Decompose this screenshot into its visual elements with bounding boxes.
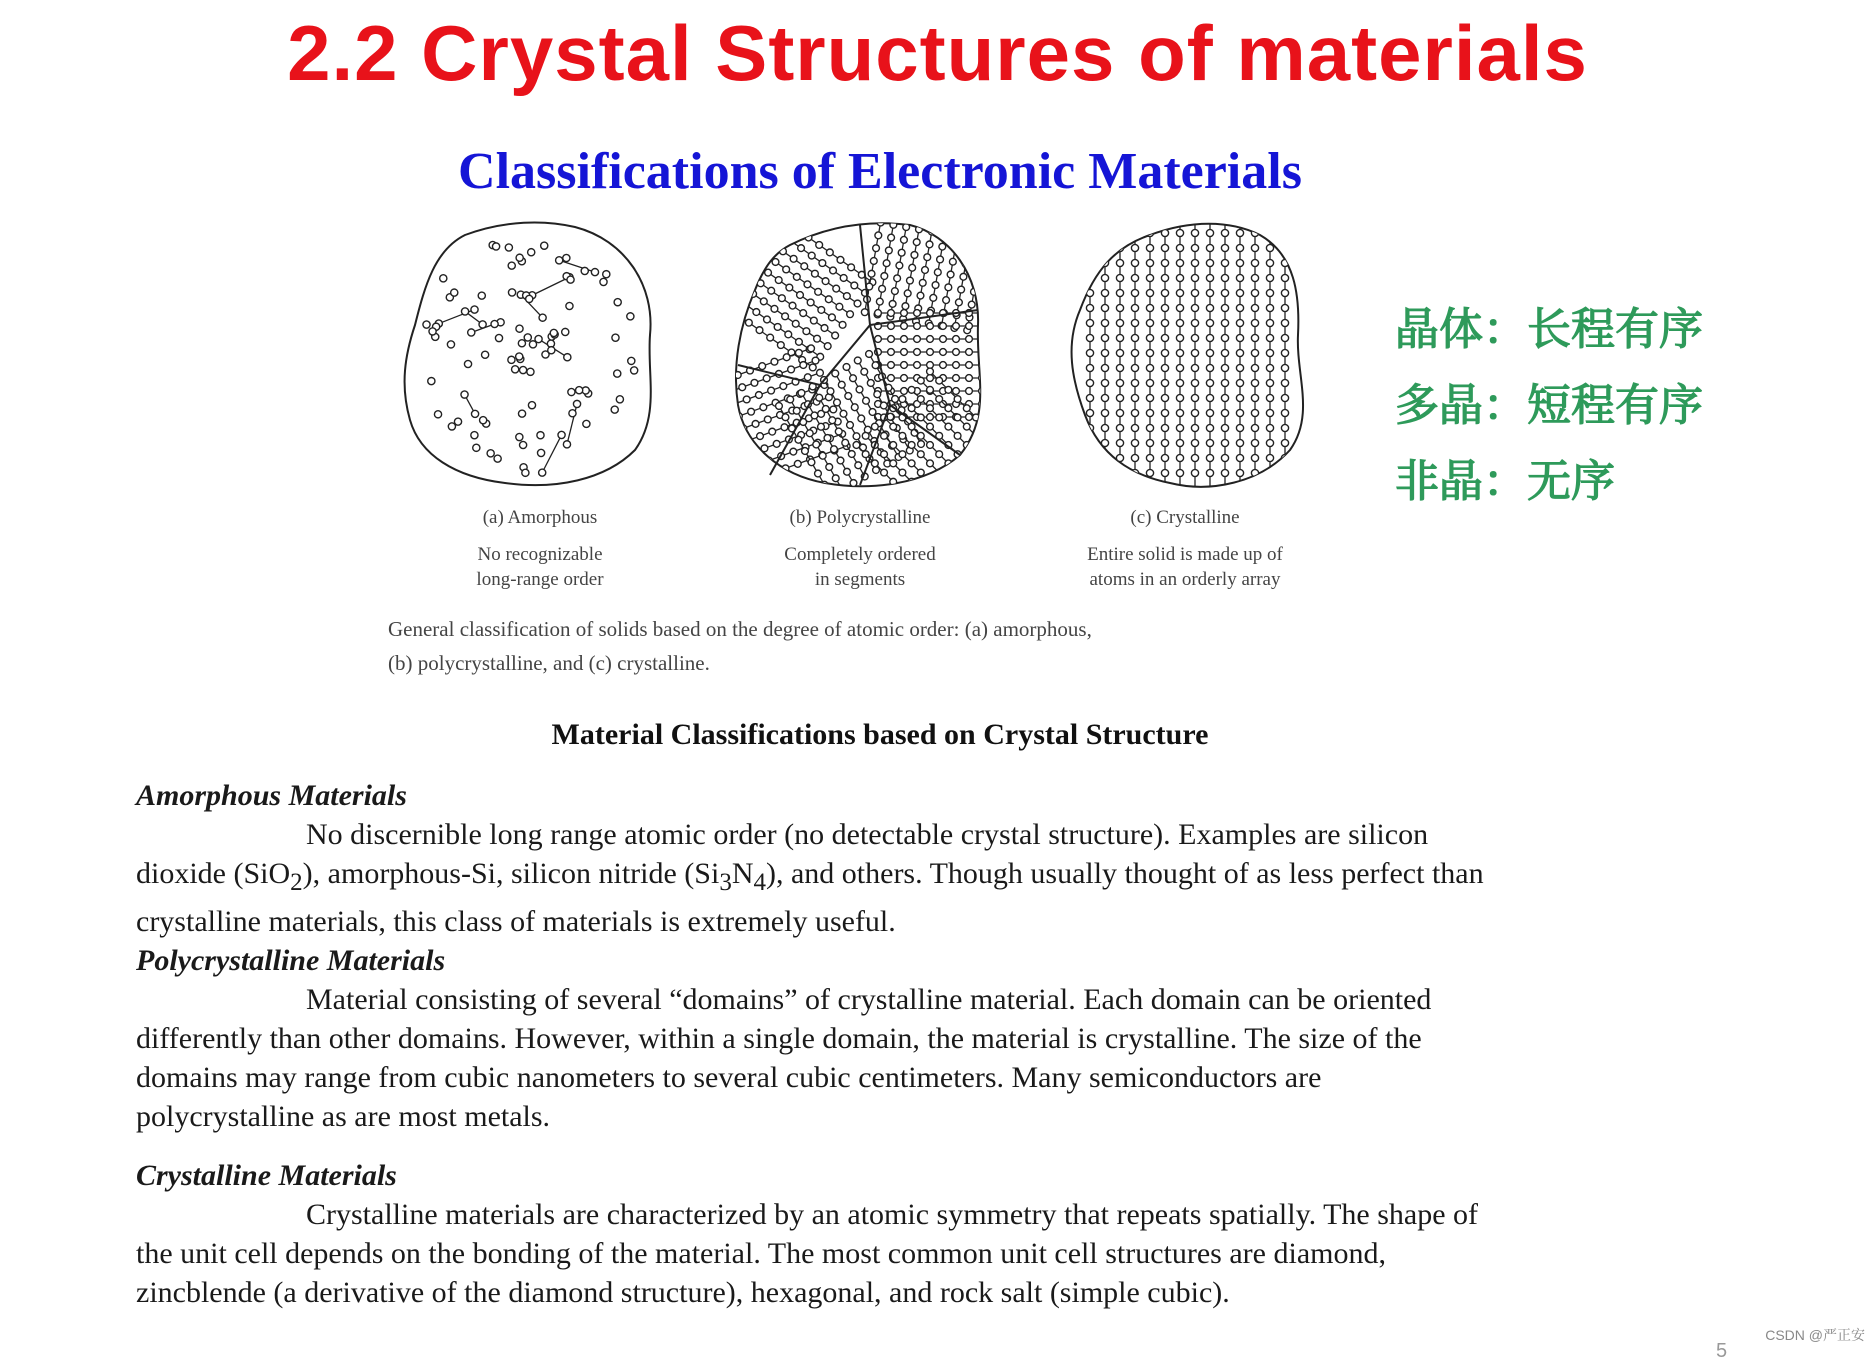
amorphous-line-1: No discernible long range atomic order (no detectable crystal structure). Examples are silicon bbox=[136, 815, 1636, 854]
panel-a-desc-1: No recognizable bbox=[380, 542, 700, 567]
page-number: 5 bbox=[1716, 1340, 1727, 1363]
panel-c-desc-1: Entire solid is made up of bbox=[1020, 542, 1350, 567]
polycrystalline-heading: Polycrystalline Materials bbox=[136, 941, 1636, 980]
panel-b-desc-1: Completely ordered bbox=[700, 542, 1020, 567]
crystalline-diagram bbox=[1060, 215, 1320, 495]
figure-caption-line-1: General classification of solids based on the degree of atomic order: (a) amorphous, bbox=[388, 612, 1348, 646]
figure-caption bbox=[388, 612, 1348, 680]
amorphous-line-2: dioxide (SiO$_2$), amorphous-Si, silicon nitride $(Si_3N_4)$, and others. Though usually thought of as less perfect than bbox=[136, 854, 1636, 902]
note-polycrystalline: 多晶：短程有序 bbox=[1395, 368, 1795, 444]
polycrystalline-line-1: Material consisting of several “domains” of crystalline material. Each domain can be oriented bbox=[136, 980, 1636, 1019]
section-heading: Material Classifications based on Crystal Structure bbox=[380, 718, 1380, 752]
slide-title: 2.2 Crystal Structures of materials bbox=[0, 8, 1875, 99]
polycrystalline-line-3: domains may range from cubic nanometers to several cubic centimeters. Many semiconductors are bbox=[136, 1058, 1636, 1097]
watermark: CSDN @严正安 bbox=[1765, 1325, 1865, 1345]
amorphous-heading: Amorphous Materials bbox=[136, 776, 1636, 815]
panel-b-caption bbox=[700, 505, 1020, 592]
polycrystalline-line-4: polycrystalline as are most metals. bbox=[136, 1097, 1636, 1136]
figure-title: Classifications of Electronic Materials bbox=[360, 142, 1400, 201]
amorphous-line-3: crystalline materials, this class of materials is extremely useful. bbox=[136, 902, 1636, 941]
panel-c-desc-2: atoms in an orderly array bbox=[1020, 567, 1350, 592]
crystalline-line-3: zincblende (a derivative of the diamond structure), hexagonal, and rock salt (simple cubic). bbox=[136, 1273, 1636, 1312]
panel-a-caption bbox=[380, 505, 700, 592]
amorphous-boundary bbox=[405, 222, 651, 485]
crystalline-line-2: the unit cell depends on the bonding of the material. The most common unit cell structures are diamond, bbox=[136, 1234, 1636, 1273]
figure-caption-line-2: (b) polycrystalline, and (c) crystalline. bbox=[388, 646, 1348, 680]
panel-b-desc-2: in segments bbox=[700, 567, 1020, 592]
note-crystalline: 晶体：长程有序 bbox=[1395, 292, 1795, 368]
panel-c-caption bbox=[1020, 505, 1350, 592]
polycrystalline-atoms bbox=[730, 215, 990, 495]
crystalline-heading: Crystalline Materials bbox=[136, 1156, 1636, 1195]
note-amorphous: 非晶：无序 bbox=[1395, 444, 1795, 520]
panel-c-name: (c) Crystalline bbox=[1020, 505, 1350, 530]
crystalline-atoms bbox=[1086, 220, 1288, 490]
amorphous-diagram bbox=[395, 215, 665, 495]
polycrystalline-line-2: differently than other domains. However, within a single domain, the material is crystalline. The size of the bbox=[136, 1019, 1636, 1058]
polycrystalline-diagram bbox=[730, 215, 990, 495]
chinese-notes bbox=[1395, 292, 1795, 520]
body-text bbox=[136, 776, 1636, 1312]
crystalline-line-1: Crystalline materials are characterized by an atomic symmetry that repeats spatially. The shape of bbox=[136, 1195, 1636, 1234]
panel-a-name: (a) Amorphous bbox=[380, 505, 700, 530]
amorphous-atoms bbox=[423, 241, 638, 476]
panel-a-desc-2: long-range order bbox=[380, 567, 700, 592]
panel-b-name: (b) Polycrystalline bbox=[700, 505, 1020, 530]
